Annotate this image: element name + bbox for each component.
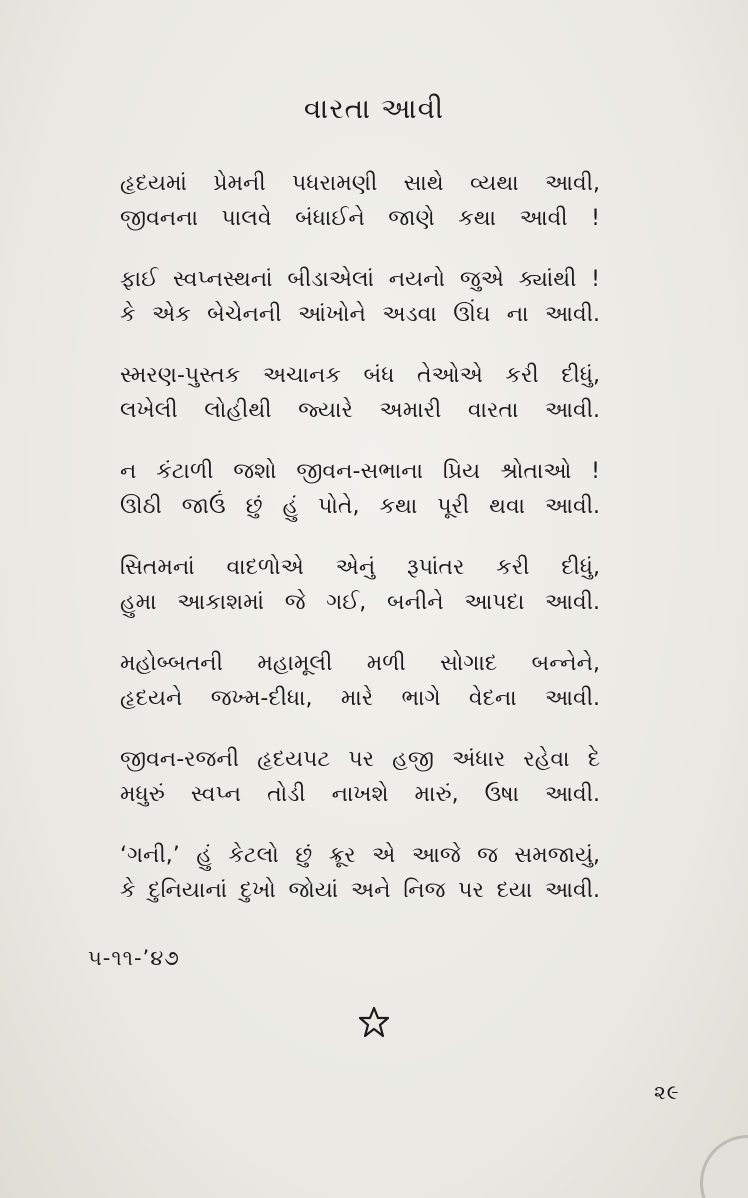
stanza xyxy=(120,262,600,332)
poem-line: મહોબ્બતની મહામૂલી મળી સોગાદ બન્નેને, xyxy=(120,651,600,676)
stanza xyxy=(120,454,600,524)
star-icon xyxy=(357,1005,391,1039)
stanza xyxy=(120,550,600,620)
poem-line: જીવનના પાલવે બંધાઈને જાણે કથા આવી ! xyxy=(120,206,600,231)
stanza xyxy=(120,742,600,812)
poem-line: કે દુનિયાનાં દુખો જોયાં અને નિજ પર દયા આવી. xyxy=(120,878,600,903)
page-number: ૨૯ xyxy=(654,1080,680,1104)
poem-line: લખેલી લોહીથી જ્યારે અમારી વારતા આવી. xyxy=(120,398,600,423)
poem-body xyxy=(120,166,600,934)
stanza xyxy=(120,166,600,236)
poem-line: સિતમનાં વાદળોએ એનું રૂપાંતર કરી દીધું, xyxy=(120,555,600,580)
poem-line: ફાઈ સ્વપ્નસ્થનાં બીડાએલાં નયનો જુએ ક્યાંથી ! xyxy=(120,267,600,292)
stanza xyxy=(120,838,600,908)
poem-line: સ્મરણ-પુસ્તક અચાનક બંધ તેઓએ કરી દીધું, xyxy=(120,363,600,388)
poem-line: હૃદયને જખ્મ-દીધા, મારે ભાગે વેદના આવી. xyxy=(120,686,600,711)
poem-line: જીવન-રજની હૃદયપટ પર હજી અંધાર રહેવા દે xyxy=(120,747,600,772)
poem-line: ‘ગની,’ હું કેટલો છું ક્રૂર એ આજે જ સમજાયું, xyxy=(120,843,600,868)
stanza xyxy=(120,646,600,716)
poem-line: મધુરું સ્વપ્ન તોડી નાખશે મારું, ઉષા આવી. xyxy=(120,782,600,807)
poem-line: હૃદયમાં પ્રેમની પધરામણી સાથે વ્યથા આવી, xyxy=(120,171,600,196)
poem-line: ન કંટાળી જશો જીવન-સભાના પ્રિય શ્રોતાઓ ! xyxy=(120,459,600,484)
poem-line: હુમા આકાશમાં જે ગઈ, બનીને આપદા આવી. xyxy=(120,590,600,615)
poem-date: ૫-૧૧-’૪૭ xyxy=(88,946,180,970)
page-corner-mark xyxy=(700,1135,748,1198)
poem-title: વારતા આવી xyxy=(303,92,445,125)
poem-line: ઊઠી જાઉં છું હું પોતે, કથા પૂરી થવા આવી. xyxy=(120,494,600,519)
poem-line: કે એક બેચેનની આંખોને અડવા ઊંઘ ના આવી. xyxy=(120,302,600,327)
stanza xyxy=(120,358,600,428)
